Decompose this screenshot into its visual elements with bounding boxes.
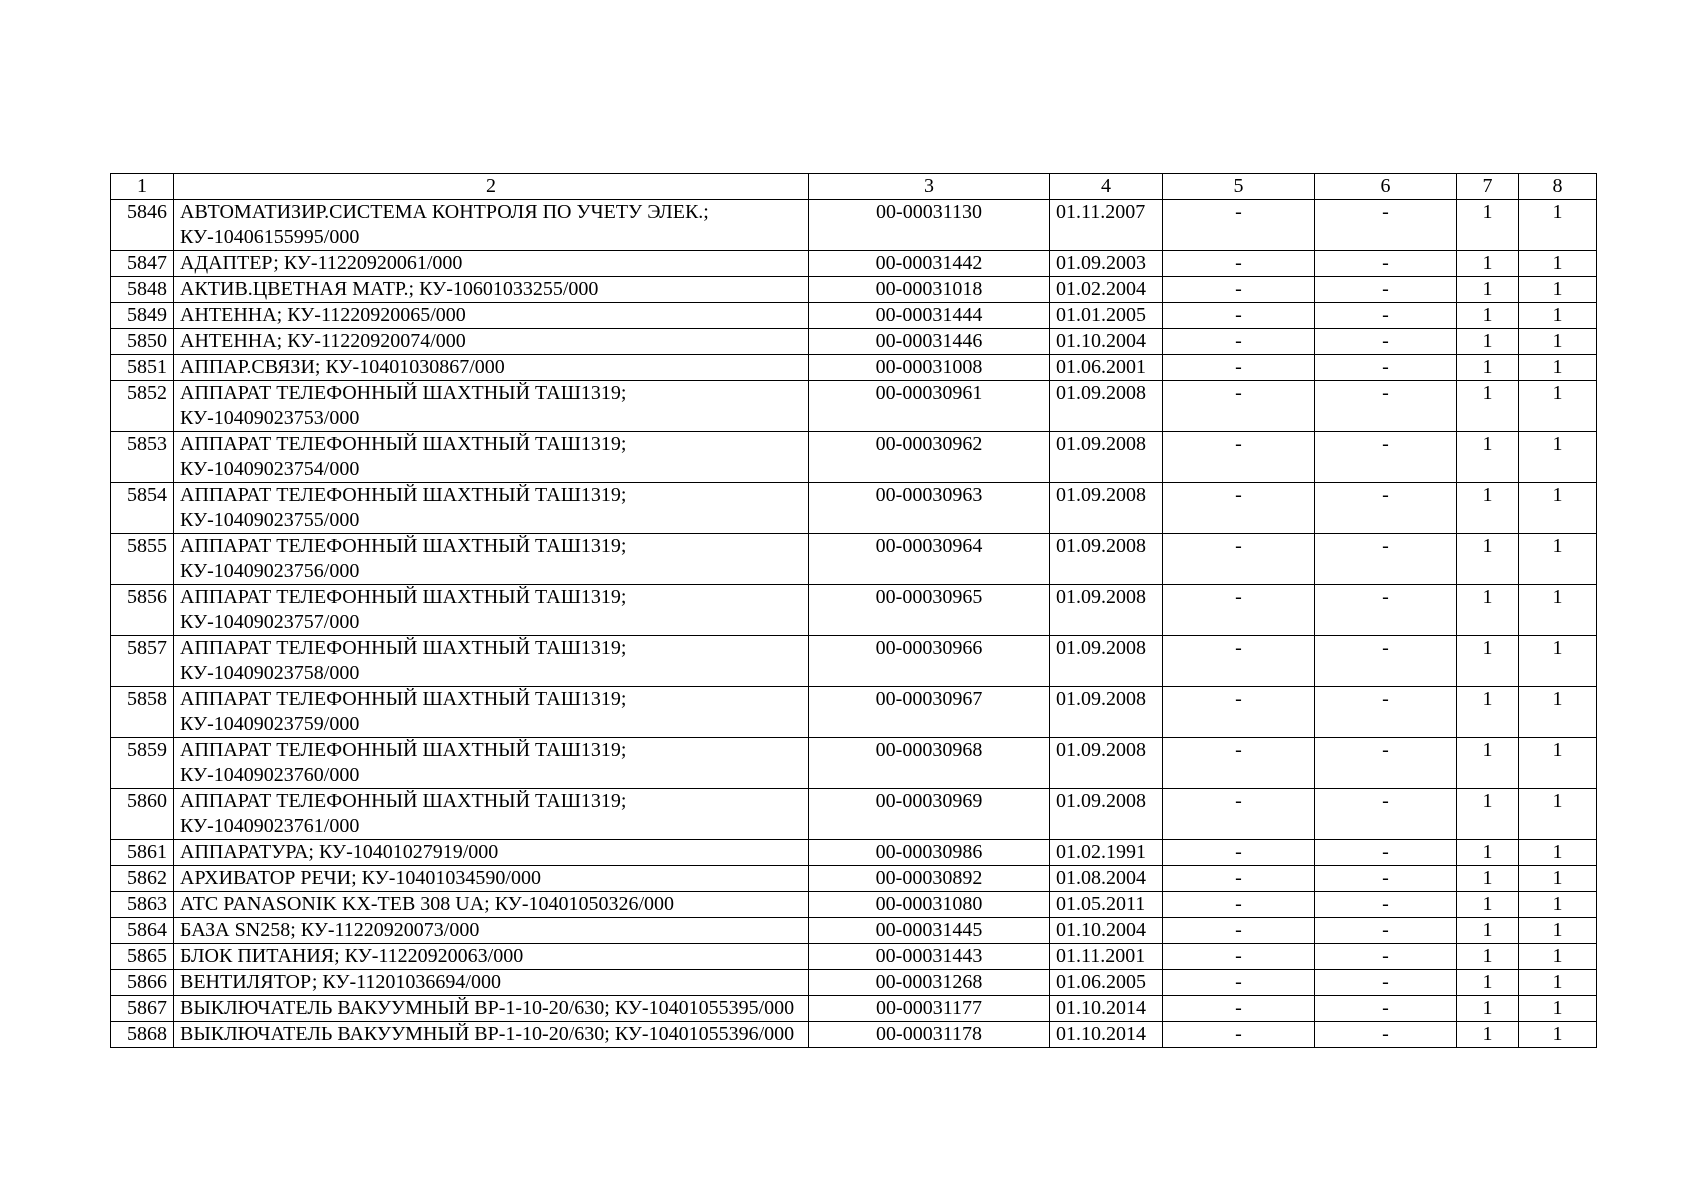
column-8-cell: 1 [1519,840,1597,866]
item-name-cell: БАЗА SN258; КУ-11220920073/000 [174,918,809,944]
table-row [111,355,1597,381]
table-row [111,687,1597,738]
date-cell: 01.02.2004 [1050,277,1163,303]
header-cell-6: 6 [1315,174,1457,200]
column-8-cell: 1 [1519,432,1597,483]
inventory-code-cell: 00-00031443 [809,944,1050,970]
row-number-cell: 5847 [111,251,174,277]
column-5-cell: - [1163,355,1315,381]
column-6-cell: - [1315,636,1457,687]
column-7-cell: 1 [1457,381,1519,432]
column-7-cell: 1 [1457,918,1519,944]
date-cell: 01.09.2008 [1050,534,1163,585]
column-5-cell: - [1163,1022,1315,1048]
column-5-cell: - [1163,944,1315,970]
header-cell-1: 1 [111,174,174,200]
row-number-cell: 5850 [111,329,174,355]
column-7-cell: 1 [1457,585,1519,636]
column-7-cell: 1 [1457,892,1519,918]
date-cell: 01.10.2004 [1050,329,1163,355]
table-row [111,1022,1597,1048]
column-7-cell: 1 [1457,1022,1519,1048]
inventory-code-cell: 00-00031080 [809,892,1050,918]
item-name-cell: АППАРАТ ТЕЛЕФОННЫЙ ШАХТНЫЙ ТАШ1319; КУ-10409023760/000 [174,738,809,789]
item-name-cell: АВТОМАТИЗИР.СИСТЕМА КОНТРОЛЯ ПО УЧЕТУ ЭЛЕК.; КУ-10406155995/000 [174,200,809,251]
column-6-cell: - [1315,329,1457,355]
item-name-cell: АНТЕННА; КУ-11220920065/000 [174,303,809,329]
date-cell: 01.09.2008 [1050,687,1163,738]
inventory-code-cell: 00-00031446 [809,329,1050,355]
column-6-cell: - [1315,432,1457,483]
item-name-cell: АППАРАТ ТЕЛЕФОННЫЙ ШАХТНЫЙ ТАШ1319; КУ-10409023758/000 [174,636,809,687]
column-6-cell: - [1315,277,1457,303]
column-7-cell: 1 [1457,840,1519,866]
column-7-cell: 1 [1457,687,1519,738]
date-cell: 01.08.2004 [1050,866,1163,892]
row-number-cell: 5860 [111,789,174,840]
column-8-cell: 1 [1519,329,1597,355]
column-6-cell: - [1315,970,1457,996]
table-row [111,585,1597,636]
table-row [111,996,1597,1022]
item-name-cell: АППАРАТ ТЕЛЕФОННЫЙ ШАХТНЫЙ ТАШ1319; КУ-10409023753/000 [174,381,809,432]
column-5-cell: - [1163,200,1315,251]
item-name-cell: АППАРАТ ТЕЛЕФОННЫЙ ШАХТНЫЙ ТАШ1319; КУ-10409023759/000 [174,687,809,738]
column-5-cell: - [1163,840,1315,866]
item-name-cell: АКТИВ.ЦВЕТНАЯ МАТР.; КУ-10601033255/000 [174,277,809,303]
table-row [111,840,1597,866]
header-cell-7: 7 [1457,174,1519,200]
row-number-cell: 5851 [111,355,174,381]
column-7-cell: 1 [1457,329,1519,355]
header-cell-8: 8 [1519,174,1597,200]
column-7-cell: 1 [1457,789,1519,840]
inventory-code-cell: 00-00030986 [809,840,1050,866]
column-8-cell: 1 [1519,636,1597,687]
inventory-code-cell: 00-00030963 [809,483,1050,534]
table-row [111,789,1597,840]
row-number-cell: 5857 [111,636,174,687]
table-row [111,303,1597,329]
column-5-cell: - [1163,918,1315,944]
column-6-cell: - [1315,534,1457,585]
date-cell: 01.10.2004 [1050,918,1163,944]
row-number-cell: 5862 [111,866,174,892]
header-cell-3: 3 [809,174,1050,200]
column-7-cell: 1 [1457,866,1519,892]
table-row [111,432,1597,483]
header-cell-2: 2 [174,174,809,200]
column-6-cell: - [1315,303,1457,329]
column-6-cell: - [1315,483,1457,534]
inventory-code-cell: 00-00030969 [809,789,1050,840]
row-number-cell: 5865 [111,944,174,970]
column-8-cell: 1 [1519,534,1597,585]
column-7-cell: 1 [1457,200,1519,251]
row-number-cell: 5864 [111,918,174,944]
column-6-cell: - [1315,892,1457,918]
column-6-cell: - [1315,251,1457,277]
column-8-cell: 1 [1519,1022,1597,1048]
date-cell: 01.09.2008 [1050,789,1163,840]
column-5-cell: - [1163,789,1315,840]
column-6-cell: - [1315,1022,1457,1048]
column-5-cell: - [1163,892,1315,918]
column-7-cell: 1 [1457,303,1519,329]
column-6-cell: - [1315,687,1457,738]
column-7-cell: 1 [1457,251,1519,277]
column-5-cell: - [1163,970,1315,996]
column-8-cell: 1 [1519,970,1597,996]
table-row [111,200,1597,251]
date-cell: 01.06.2001 [1050,355,1163,381]
header-cell-5: 5 [1163,174,1315,200]
table-row [111,738,1597,789]
date-cell: 01.09.2003 [1050,251,1163,277]
table-row [111,329,1597,355]
row-number-cell: 5852 [111,381,174,432]
column-6-cell: - [1315,585,1457,636]
column-6-cell: - [1315,381,1457,432]
date-cell: 01.06.2005 [1050,970,1163,996]
column-6-cell: - [1315,840,1457,866]
column-8-cell: 1 [1519,866,1597,892]
inventory-code-cell: 00-00030966 [809,636,1050,687]
inventory-code-cell: 00-00031178 [809,1022,1050,1048]
date-cell: 01.10.2014 [1050,1022,1163,1048]
column-5-cell: - [1163,483,1315,534]
column-7-cell: 1 [1457,355,1519,381]
item-name-cell: АДАПТЕР; КУ-11220920061/000 [174,251,809,277]
item-name-cell: АТС PANASONIK KX-TEB 308 UA; КУ-10401050326/000 [174,892,809,918]
column-8-cell: 1 [1519,483,1597,534]
inventory-code-cell: 00-00031268 [809,970,1050,996]
table-row [111,277,1597,303]
date-cell: 01.09.2008 [1050,483,1163,534]
row-number-cell: 5848 [111,277,174,303]
column-7-cell: 1 [1457,970,1519,996]
inventory-code-cell: 00-00030968 [809,738,1050,789]
column-5-cell: - [1163,636,1315,687]
column-5-cell: - [1163,432,1315,483]
inventory-code-cell: 00-00030964 [809,534,1050,585]
item-name-cell: АРХИВАТОР РЕЧИ; КУ-10401034590/000 [174,866,809,892]
column-8-cell: 1 [1519,200,1597,251]
item-name-cell: АППАРАТ ТЕЛЕФОННЫЙ ШАХТНЫЙ ТАШ1319; КУ-10409023761/000 [174,789,809,840]
date-cell: 01.09.2008 [1050,432,1163,483]
row-number-cell: 5853 [111,432,174,483]
date-cell: 01.05.2011 [1050,892,1163,918]
column-7-cell: 1 [1457,944,1519,970]
item-name-cell: АППАР.СВЯЗИ; КУ-10401030867/000 [174,355,809,381]
row-number-cell: 5867 [111,996,174,1022]
row-number-cell: 5861 [111,840,174,866]
column-8-cell: 1 [1519,687,1597,738]
row-number-cell: 5868 [111,1022,174,1048]
inventory-code-cell: 00-00031442 [809,251,1050,277]
inventory-code-cell: 00-00031130 [809,200,1050,251]
column-5-cell: - [1163,251,1315,277]
column-7-cell: 1 [1457,277,1519,303]
column-5-cell: - [1163,585,1315,636]
column-6-cell: - [1315,918,1457,944]
column-6-cell: - [1315,866,1457,892]
column-5-cell: - [1163,738,1315,789]
column-5-cell: - [1163,996,1315,1022]
item-name-cell: АППАРАТ ТЕЛЕФОННЫЙ ШАХТНЫЙ ТАШ1319; КУ-10409023757/000 [174,585,809,636]
row-number-cell: 5863 [111,892,174,918]
column-6-cell: - [1315,355,1457,381]
row-number-cell: 5854 [111,483,174,534]
date-cell: 01.11.2001 [1050,944,1163,970]
column-5-cell: - [1163,277,1315,303]
column-7-cell: 1 [1457,483,1519,534]
date-cell: 01.10.2014 [1050,996,1163,1022]
inventory-code-cell: 00-00030961 [809,381,1050,432]
table-row [111,636,1597,687]
table-row [111,944,1597,970]
table-body [111,174,1597,1048]
column-8-cell: 1 [1519,381,1597,432]
date-cell: 01.11.2007 [1050,200,1163,251]
row-number-cell: 5866 [111,970,174,996]
column-6-cell: - [1315,738,1457,789]
date-cell: 01.01.2005 [1050,303,1163,329]
inventory-code-cell: 00-00031444 [809,303,1050,329]
column-7-cell: 1 [1457,432,1519,483]
column-6-cell: - [1315,200,1457,251]
column-8-cell: 1 [1519,738,1597,789]
row-number-cell: 5858 [111,687,174,738]
table-row [111,381,1597,432]
date-cell: 01.09.2008 [1050,585,1163,636]
table-row [111,892,1597,918]
column-6-cell: - [1315,944,1457,970]
column-8-cell: 1 [1519,355,1597,381]
column-8-cell: 1 [1519,277,1597,303]
row-number-cell: 5849 [111,303,174,329]
column-8-cell: 1 [1519,303,1597,329]
column-5-cell: - [1163,329,1315,355]
item-name-cell: ВЫКЛЮЧАТЕЛЬ ВАКУУМНЫЙ ВР-1-10-20/630; КУ-10401055396/000 [174,1022,809,1048]
column-5-cell: - [1163,534,1315,585]
item-name-cell: АППАРАТ ТЕЛЕФОННЫЙ ШАХТНЫЙ ТАШ1319; КУ-10409023756/000 [174,534,809,585]
inventory-code-cell: 00-00031177 [809,996,1050,1022]
header-row [111,174,1597,200]
inventory-code-cell: 00-00031445 [809,918,1050,944]
column-7-cell: 1 [1457,636,1519,687]
column-5-cell: - [1163,303,1315,329]
item-name-cell: АППАРАТУРА; КУ-10401027919/000 [174,840,809,866]
inventory-code-cell: 00-00030965 [809,585,1050,636]
column-8-cell: 1 [1519,944,1597,970]
inventory-code-cell: 00-00030962 [809,432,1050,483]
inventory-code-cell: 00-00031008 [809,355,1050,381]
column-8-cell: 1 [1519,251,1597,277]
header-cell-4: 4 [1050,174,1163,200]
inventory-code-cell: 00-00030967 [809,687,1050,738]
column-8-cell: 1 [1519,996,1597,1022]
column-7-cell: 1 [1457,996,1519,1022]
row-number-cell: 5859 [111,738,174,789]
column-8-cell: 1 [1519,585,1597,636]
inventory-code-cell: 00-00030892 [809,866,1050,892]
column-5-cell: - [1163,381,1315,432]
document-page [110,173,1596,1048]
column-5-cell: - [1163,866,1315,892]
table-row [111,866,1597,892]
date-cell: 01.09.2008 [1050,381,1163,432]
row-number-cell: 5856 [111,585,174,636]
column-8-cell: 1 [1519,892,1597,918]
table-row [111,483,1597,534]
date-cell: 01.02.1991 [1050,840,1163,866]
column-6-cell: - [1315,996,1457,1022]
column-7-cell: 1 [1457,738,1519,789]
table-row [111,534,1597,585]
item-name-cell: АППАРАТ ТЕЛЕФОННЫЙ ШАХТНЫЙ ТАШ1319; КУ-10409023755/000 [174,483,809,534]
table-row [111,918,1597,944]
inventory-table [110,173,1597,1048]
table-row [111,251,1597,277]
item-name-cell: ВЫКЛЮЧАТЕЛЬ ВАКУУМНЫЙ ВР-1-10-20/630; КУ-10401055395/000 [174,996,809,1022]
item-name-cell: АНТЕННА; КУ-11220920074/000 [174,329,809,355]
item-name-cell: ВЕНТИЛЯТОР; КУ-11201036694/000 [174,970,809,996]
item-name-cell: БЛОК ПИТАНИЯ; КУ-11220920063/000 [174,944,809,970]
row-number-cell: 5846 [111,200,174,251]
column-8-cell: 1 [1519,918,1597,944]
item-name-cell: АППАРАТ ТЕЛЕФОННЫЙ ШАХТНЫЙ ТАШ1319; КУ-10409023754/000 [174,432,809,483]
column-8-cell: 1 [1519,789,1597,840]
table-row [111,970,1597,996]
date-cell: 01.09.2008 [1050,738,1163,789]
column-5-cell: - [1163,687,1315,738]
column-7-cell: 1 [1457,534,1519,585]
row-number-cell: 5855 [111,534,174,585]
column-6-cell: - [1315,789,1457,840]
inventory-code-cell: 00-00031018 [809,277,1050,303]
date-cell: 01.09.2008 [1050,636,1163,687]
